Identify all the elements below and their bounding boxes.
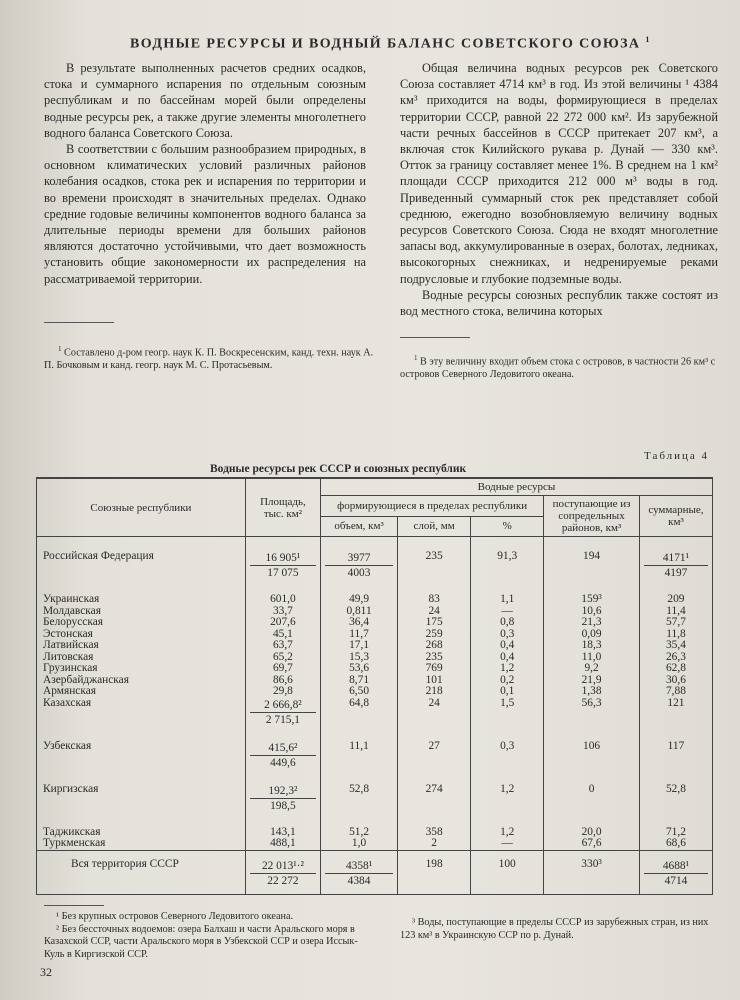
header-layer: слой, мм [398,516,471,537]
cell-layer: 198 [398,850,471,894]
table-row [37,698,713,727]
cell-inc: 20,0 [544,827,640,839]
cell-tot: 4171¹ 4197 [639,537,712,581]
table-footnotes-left: ¹ Без крупных островов Северного Ледовитого океана. ² Без бессточных водоемов: озера Балхаш и части Аральского моря в Казахской ССР, части Аральского моря в Узбекской ССР и озера Иссык-Куль в Киргизской ССР. [44,911,358,960]
cell-vol: 11,7 [320,629,397,641]
table-row [37,629,713,641]
cell-layer: 27 [398,741,471,770]
cell-layer: 2 [398,838,471,850]
cell-area: 192,3² 198,5 [245,784,320,813]
cell-layer: 358 [398,827,471,839]
header-total: суммарные, км³ [639,496,712,537]
cell-layer: 769 [398,663,471,675]
cell-tot: 11,4 [639,606,712,618]
cell-layer: 274 [398,784,471,813]
cell-vol: 17,1 [320,640,397,652]
cell-layer: 175 [398,617,471,629]
cell-tot: 62,8 [639,663,712,675]
cell-vol: 4358¹ 4384 [320,850,397,894]
cell-area: 601,0 [245,594,320,606]
cell-tot: 35,4 [639,640,712,652]
cell-pct: 0,4 [471,640,544,652]
cell-inc: 1,38 [544,686,640,698]
table-row [37,663,713,675]
cell-area: 16 905¹ 17 075 [245,537,320,581]
table-row [37,640,713,652]
cell-inc: 9,2 [544,663,640,675]
cell-vol: 6,50 [320,686,397,698]
cell-layer: 268 [398,640,471,652]
cell-layer: 235 [398,652,471,664]
cell-inc: 11,0 [544,652,640,664]
header-republics: Союзные республики [37,478,246,537]
cell-vol: 0,811 [320,606,397,618]
cell-tot: 57,7 [639,617,712,629]
cell-inc: 194 [544,537,640,581]
cell-vol: 8,71 [320,675,397,687]
footnote-rule [400,337,470,338]
water-resources-table [36,477,713,895]
cell-pct: 1,1 [471,594,544,606]
left-column [44,60,366,287]
paragraph: В результате выполненных расчетов средних осадков, стока и суммарного испарения по отдельным союзным республикам и по бассейнам морей были определены водные ресурсы рек, а также другие элементы многолетнего водного баланса Советского Союза. [44,61,366,140]
cell-pct: 0,3 [471,629,544,641]
cell-inc: 106 [544,741,640,770]
cell-inc: 330³ [544,850,640,894]
cell-layer: 83 [398,594,471,606]
cell-vol: 3977 4003 [320,537,397,581]
cell-republic: Молдавская [37,606,246,618]
cell-vol: 64,8 [320,698,397,727]
cell-layer: 218 [398,686,471,698]
cell-pct: 0,4 [471,652,544,664]
cell-pct: 91,3 [471,537,544,581]
cell-tot: 121 [639,698,712,727]
cell-republic: Казахская [37,698,246,727]
paragraph: В соответствии с большим разнообразием природных, в основном климатических условий различных районов колебания осадков, стока рек и испарения по территории и во времени происходят в значительных пределах. Однако средние годовые величины компонентов водного баланса за длительные периоды времени для больших районов являются достаточно устойчивыми, что дает возможность установить общие закономерности их распределения на рассматриваемой территории. [44,142,366,286]
cell-inc: 0,09 [544,629,640,641]
cell-tot: 71,2 [639,827,712,839]
header-volume: объем, км³ [320,516,397,537]
cell-pct: 0,8 [471,617,544,629]
cell-area: 415,6² 449,6 [245,741,320,770]
cell-inc: 10,6 [544,606,640,618]
cell-pct: 0,2 [471,675,544,687]
cell-tot: 4688¹ 4714 [639,850,712,894]
cell-area: 69,7 [245,663,320,675]
cell-vol: 11,1 [320,741,397,770]
cell-republic: Латвийская [37,640,246,652]
cell-tot: 209 [639,594,712,606]
article-title: ВОДНЫЕ РЕСУРСЫ И ВОДНЫЙ БАЛАНС СОВЕТСКОГО СОЮЗА $^1$ [130,35,651,52]
cell-republic: Таджикская [37,827,246,839]
left-footnote: $^1$ Составлено д-ром геогр. наук К. П. Воскресенским, канд. техн. наук А. П. Бочковым и канд. геогр. наук М. С. Протасьевым. [44,345,374,372]
table-body [37,537,713,895]
cell-layer: 24 [398,698,471,727]
cell-republic: Украинская [37,594,246,606]
cell-inc: 21,3 [544,617,640,629]
table-label: Таблица 4 [644,450,710,462]
cell-republic: Белорусская [37,617,246,629]
table-row [37,784,713,813]
cell-pct: 1,2 [471,827,544,839]
table-row [37,827,713,839]
cell-republic: Азербайджанская [37,675,246,687]
cell-tot: 26,3 [639,652,712,664]
cell-pct: 1,5 [471,698,544,727]
cell-republic: Грузинская [37,663,246,675]
cell-vol: 53,6 [320,663,397,675]
cell-inc: 0 [544,784,640,813]
cell-inc: 21,9 [544,675,640,687]
cell-layer: 235 [398,537,471,581]
cell-republic: Российская Федерация [37,537,246,581]
cell-area: 207,6 [245,617,320,629]
table-caption: Водные ресурсы рек СССР и союзных республик [210,463,467,475]
cell-tot: 7,88 [639,686,712,698]
table-row [37,537,713,581]
cell-inc: 159³ [544,594,640,606]
cell-area: 63,7 [245,640,320,652]
cell-area: 22 013¹·² 22 272 [245,850,320,894]
footnote-rule [44,322,114,323]
cell-area: 2 666,8² 2 715,1 [245,698,320,727]
table-row [37,741,713,770]
header-area: Площадь, тыс. км² [245,478,320,537]
cell-pct: 0,3 [471,741,544,770]
table-row [37,850,713,894]
cell-republic: Эстонская [37,629,246,641]
cell-vol: 52,8 [320,784,397,813]
page-number: 32 [40,965,52,979]
cell-republic: Вся территория СССР [37,850,246,894]
table-row [37,606,713,618]
paragraph: Водные ресурсы союзных республик также состоят из вод местного стока, величина которых [400,287,718,319]
cell-inc: 67,6 [544,838,640,850]
cell-republic: Литовская [37,652,246,664]
cell-vol: 36,4 [320,617,397,629]
cell-area: 33,7 [245,606,320,618]
table-footnotes-right: ³ Воды, поступающие в пределы СССР из зарубежных стран, из них 123 км³ в Украинскую ССР по р. Дунай. [400,917,709,941]
cell-area: 143,1 [245,827,320,839]
cell-vol: 15,3 [320,652,397,664]
cell-inc: 56,3 [544,698,640,727]
cell-vol: 51,2 [320,827,397,839]
cell-republic: Туркменская [37,838,246,850]
cell-area: 65,2 [245,652,320,664]
table-row [37,617,713,629]
header-percent: % [471,516,544,537]
cell-pct: 1,2 [471,784,544,813]
cell-tot: 117 [639,741,712,770]
header-resources: Водные ресурсы [320,478,712,496]
table-row [37,652,713,664]
cell-tot: 52,8 [639,784,712,813]
cell-layer: 259 [398,629,471,641]
table-row [37,686,713,698]
cell-pct: 1,2 [471,663,544,675]
cell-pct: — [471,838,544,850]
cell-area: 29,8 [245,686,320,698]
right-column [400,60,718,319]
cell-republic: Армянская [37,686,246,698]
paragraph: Общая величина водных ресурсов рек Советского Союза составляет 4714 км³ в год. Из этой величины ¹ 4384 км³ приходится на воды, формирующиеся в пределах территории СССР, равной 22 272 000 км². Из зарубежной части речных бассейнов в СССР притекает 207 км³, а включая сток Килийского рукава р. Дунай — 330 км³. Отток за границу составляет менее 1%. В среднем на 1 км² площади СССР приходится 212 000 м³ воды в год. Приведенный суммарный сток рек представляет собой среднюю, ежегодно возобновляемую величину водных ресурсов Советского Союза. Сюда не входят многолетние запасы вод, аккумулированные в озерах, болотах, ледниках, высокогорных снежниках, и недренируемые реками подрусловые и глубокие подземные воды. [400,61,718,286]
table-row [37,675,713,687]
table-row [37,594,713,606]
cell-layer: 101 [398,675,471,687]
cell-vol: 1,0 [320,838,397,850]
cell-republic: Узбекская [37,741,246,770]
header-incoming: поступающие из сопредельных районов, км³ [544,496,640,537]
cell-area: 488,1 [245,838,320,850]
cell-republic: Киргизская [37,784,246,813]
header-forming: формирующиеся в пределах республики [320,496,543,517]
table-row [37,838,713,850]
right-footnote: $^1$ В эту величину входит объем стока с островов, в частности 26 км³ с островов Северного Ледовитого океана. [400,354,716,381]
cell-tot: 68,6 [639,838,712,850]
cell-area: 45,1 [245,629,320,641]
cell-inc: 18,3 [544,640,640,652]
cell-pct: 0,1 [471,686,544,698]
cell-pct: 100 [471,850,544,894]
cell-vol: 49,9 [320,594,397,606]
cell-tot: 11,8 [639,629,712,641]
cell-layer: 24 [398,606,471,618]
cell-area: 86,6 [245,675,320,687]
cell-pct: — [471,606,544,618]
cell-tot: 30,6 [639,675,712,687]
footnote-rule [44,905,104,906]
